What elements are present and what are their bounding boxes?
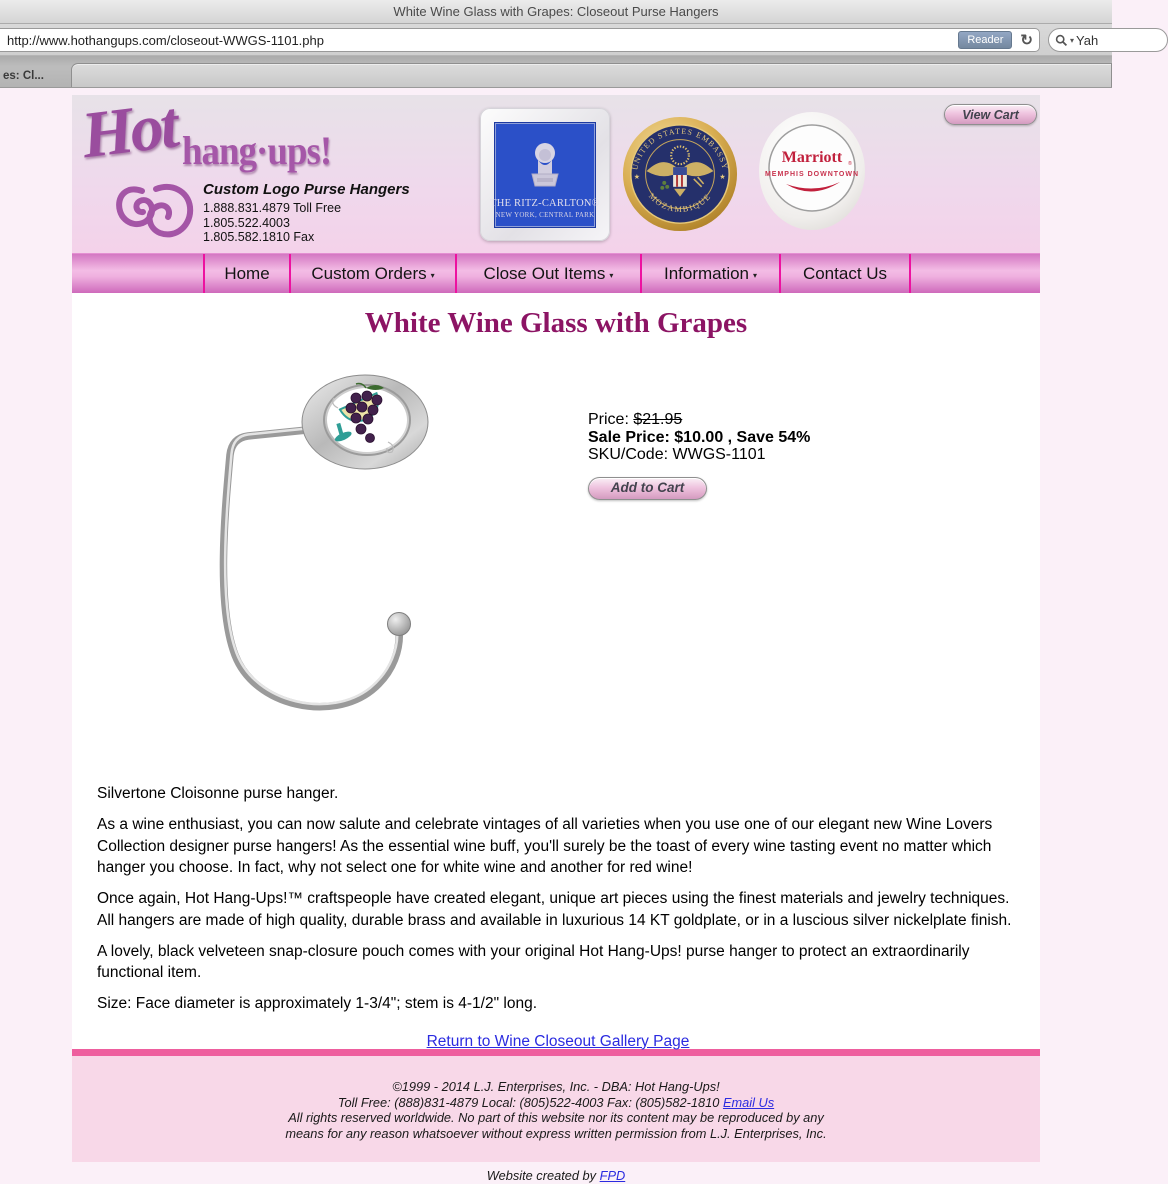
dropdown-arrow-icon: ▾ [609, 270, 614, 280]
refresh-icon[interactable]: ↻ [1020, 32, 1033, 49]
marriott-reg-mark: ® [848, 161, 852, 167]
embassy-star-right: ★ [719, 173, 726, 181]
reader-button[interactable]: Reader [958, 31, 1012, 49]
product-image [180, 360, 480, 760]
view-cart-button[interactable]: View Cart [944, 104, 1037, 125]
wire-end-ball [388, 613, 411, 636]
hanger-wire [223, 429, 399, 707]
dropdown-arrow-icon: ▾ [753, 270, 758, 280]
nav-spacer [72, 254, 203, 293]
ritz-lion-icon [516, 140, 574, 198]
url-field[interactable] [0, 28, 1040, 52]
url-text[interactable]: http://www.hothangups.com/closeout-WWGS-1101.php [7, 32, 324, 48]
marriott-badge [758, 110, 866, 232]
main-content [72, 293, 1040, 1049]
nav-item-contact-us[interactable]: Contact Us [779, 254, 911, 293]
sale-price-line: Sale Price: $10.00 , Save 54% [588, 428, 811, 446]
footer-phone-line: Toll Free: (888)831-4879 Local: (805)522-4003 Fax: (805)582-1810 Email Us [337, 1094, 775, 1110]
embassy-star-left: ★ [633, 173, 640, 181]
nav-item-home[interactable]: Home [203, 254, 289, 293]
window-title: White Wine Glass with Grapes: Closeout Purse Hangers [393, 4, 719, 19]
return-gallery-link[interactable]: Return to Wine Closeout Gallery Page [426, 1032, 690, 1050]
logo-word-hangups: hang·ups! [182, 128, 332, 173]
original-price: $21.95 [633, 411, 683, 428]
logo-word-hot: Hot [77, 88, 180, 173]
page-title: White Wine Glass with Grapes [364, 307, 748, 339]
browser-title-bar [0, 0, 1112, 24]
nav-item-custom-orders[interactable]: Custom Orders ▾ [289, 254, 455, 293]
logo-swirl-icon [112, 183, 204, 245]
site-header [72, 88, 1040, 253]
size-line: Size: Face diameter is approximately 1-3/4"; stem is 4-1/2" long. [97, 995, 538, 1012]
phone-toll-free: 1.888.831.4879 Toll Free [203, 201, 342, 215]
browser-toolbar [0, 24, 1112, 56]
active-tab[interactable] [71, 63, 1112, 87]
ritz-carlton-badge [480, 108, 610, 241]
marriott-location: MEMPHIS DOWNTOWN [764, 171, 860, 178]
product-details [588, 411, 810, 500]
search-icon [1055, 34, 1068, 47]
search-input[interactable] [1048, 28, 1168, 52]
credit-line: Website created by FPD [486, 1168, 626, 1183]
tagline: Custom Logo Purse Hangers [203, 181, 410, 198]
dropdown-arrow-icon: ▾ [430, 270, 435, 280]
description-paragraph: As a wine enthusiast, you can now salute and celebrate vintages of all varieties when you use one of our elegant new Wine Lovers Collection designer purse hangers! As the essential wine buff, you'll surely be the toast of every wine tasting event no matter which hanger you choose. In fact, why not select one for white wine and another for red wine! [97, 816, 993, 876]
nav-item-information[interactable]: Information ▾ [640, 254, 779, 293]
add-to-cart-button[interactable]: Add to Cart [588, 477, 707, 500]
ritz-name: THE RITZ-CARLTON® [490, 197, 600, 209]
phone-fax: 1.805.582.1810 Fax [203, 230, 315, 244]
tab-partial-label[interactable]: es: Cl... [3, 70, 44, 82]
nav-item-close-out-items[interactable]: Close Out Items ▾ [455, 254, 640, 293]
ritz-location: NEW YORK, CENTRAL PARK [495, 210, 595, 219]
header-contact-block [203, 181, 410, 245]
copyright-line: ©1999 - 2014 L.J. Enterprises, Inc. - DBA: Hot Hang-Ups! [392, 1079, 720, 1094]
rights-line: means for any reason whatsoever without express written permission from L.J. Enterprises, Inc. [285, 1125, 827, 1141]
phone-local: 1.805.522.4003 [203, 215, 290, 230]
product-description [97, 783, 1019, 1052]
email-us-link[interactable]: Email Us [722, 1094, 775, 1110]
embassy-bottom-text: MOZAMBIQUE [646, 191, 713, 214]
description-paragraph: Once again, Hot Hang-Ups!™ craftspeople have created elegant, unique art pieces using the finest materials and jewelry techniques. All hangers are made of high quality, durable brass and available in luxurious 14 KT goldplate, or in a luscious silver nickelplate finish. [97, 890, 1012, 929]
sku-line: SKU/Code: WWGS-1101 [588, 446, 766, 463]
description-paragraph: Silvertone Cloisonne purse hanger. [97, 785, 339, 802]
main-navigation [72, 253, 1040, 293]
search-engine-dropdown-icon[interactable]: ▾ [1070, 35, 1075, 45]
rights-line: All rights reserved worldwide. No part of this website nor its content may be reproduced by any [288, 1110, 824, 1125]
tab-bar [0, 56, 1112, 88]
description-paragraph: A lovely, black velveteen snap-closure pouch comes with your original Hot Hang-Ups! purse hanger to protect an extraordinarily functional item. [97, 942, 970, 981]
search-text[interactable]: Yah [1076, 32, 1099, 48]
marriott-name: Marriott [781, 149, 843, 166]
price-line: Price: $21.95 [588, 411, 683, 428]
embassy-top-text: UNITED STATES EMBASSY [630, 126, 730, 171]
us-embassy-medallion [620, 116, 740, 234]
page-background [0, 88, 1112, 1183]
site-footer [72, 1056, 1040, 1183]
fpd-link[interactable]: FPD [599, 1168, 626, 1183]
